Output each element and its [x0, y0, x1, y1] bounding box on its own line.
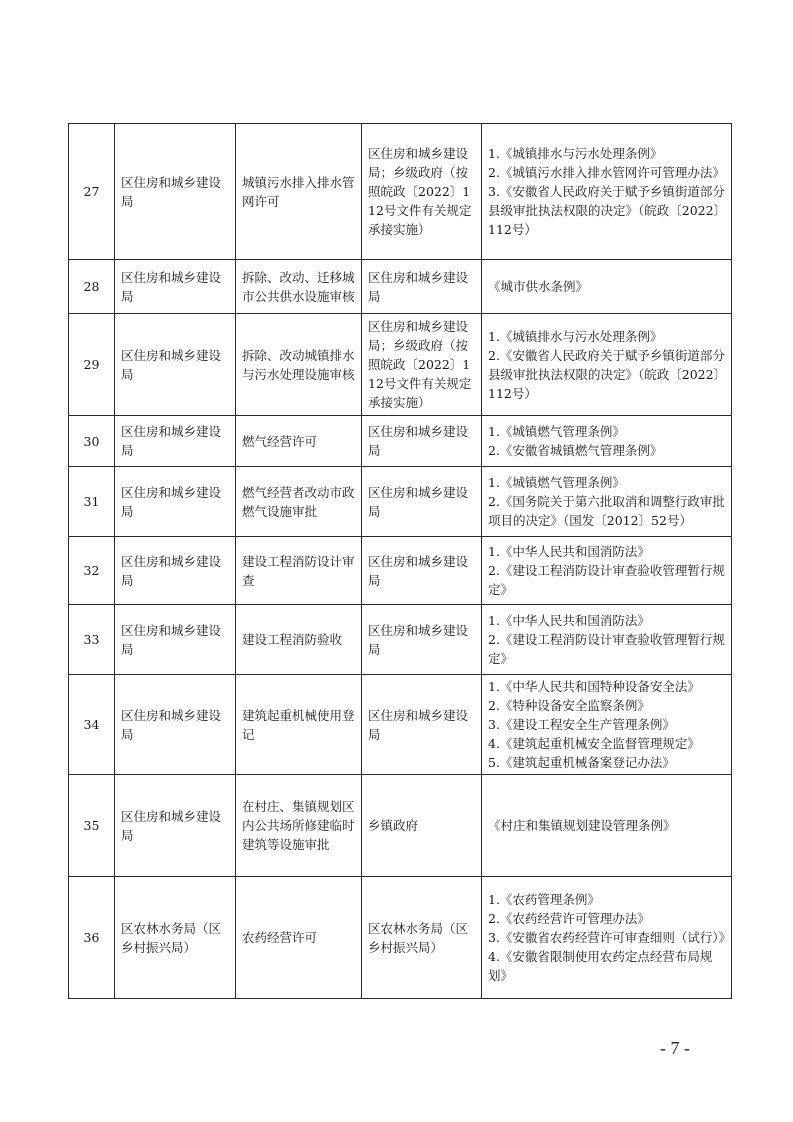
table-row — [69, 124, 732, 260]
row-implementing-body: 区农林水务局（区乡村振兴局） — [362, 877, 482, 999]
row-legal-basis — [482, 605, 732, 675]
legal-basis-item: 4.《建筑起重机械安全监督管理规定》 — [488, 736, 700, 751]
table-row — [69, 416, 732, 467]
row-department: 区住房和城乡建设局 — [115, 605, 236, 675]
row-implementing-body: 乡镇政府 — [362, 775, 482, 877]
row-number: 29 — [69, 314, 115, 416]
legal-basis-item: 3.《安徽省人民政府关于赋予乡镇街道部分县级审批执法权限的决定》（皖政〔2022〕112号） — [488, 184, 725, 237]
row-legal-basis — [482, 260, 732, 314]
row-implementing-body: 区住房和城乡建设局；乡级政府（按照皖政〔2022〕112号文件有关规定承接实施） — [362, 314, 482, 416]
legal-basis-item: 2.《建设工程消防设计审查验收管理暂行规定》 — [488, 563, 725, 597]
page-number: - 7 - — [660, 1038, 690, 1058]
row-number: 34 — [69, 675, 115, 775]
row-item-name: 农药经营许可 — [236, 877, 362, 999]
legal-basis-item: 1.《城镇排水与污水处理条例》 — [488, 146, 663, 161]
row-legal-basis — [482, 775, 732, 877]
legal-basis-item: 4.《安徽省限制使用农药定点经营布局规划》 — [488, 949, 713, 983]
row-legal-basis — [482, 537, 732, 605]
row-number: 36 — [69, 877, 115, 999]
legal-basis-item: 2.《国务院关于第六批取消和调整行政审批项目的决定》（国发〔2012〕52号） — [488, 494, 725, 528]
row-number: 27 — [69, 124, 115, 260]
table-row — [69, 775, 732, 877]
legal-basis-item: 《村庄和集镇规划建设管理条例》 — [488, 818, 676, 833]
legal-basis-item: 《城市供水条例》 — [488, 279, 589, 294]
row-number: 28 — [69, 260, 115, 314]
table-row — [69, 675, 732, 775]
row-legal-basis — [482, 877, 732, 999]
row-implementing-body: 区住房和城乡建设局；乡级政府（按照皖政〔2022〕112号文件有关规定承接实施） — [362, 124, 482, 260]
legal-basis-item: 2.《特种设备安全监察条例》 — [488, 698, 650, 713]
row-department: 区住房和城乡建设局 — [115, 416, 236, 467]
row-department: 区住房和城乡建设局 — [115, 467, 236, 537]
legal-basis-item: 5.《建筑起重机械备案登记办法》 — [488, 755, 675, 770]
row-number: 30 — [69, 416, 115, 467]
row-number: 33 — [69, 605, 115, 675]
row-department: 区住房和城乡建设局 — [115, 537, 236, 605]
row-item-name: 建设工程消防验收 — [236, 605, 362, 675]
row-number: 32 — [69, 537, 115, 605]
row-implementing-body: 区住房和城乡建设局 — [362, 467, 482, 537]
row-item-name: 燃气经营者改动市政燃气设施审批 — [236, 467, 362, 537]
row-item-name: 拆除、改动城镇排水与污水处理设施审核 — [236, 314, 362, 416]
legal-basis-item: 1.《城镇排水与污水处理条例》 — [488, 328, 663, 344]
table-row — [69, 877, 732, 999]
legal-basis-item: 1.《城镇燃气管理条例》 — [488, 475, 625, 490]
legal-basis-item: 2.《安徽省城镇燃气管理条例》 — [488, 443, 663, 458]
row-department: 区住房和城乡建设局 — [115, 124, 236, 260]
row-item-name: 燃气经营许可 — [236, 416, 362, 467]
legal-basis-item: 2.《建设工程消防设计审查验收管理暂行规定》 — [488, 632, 725, 666]
table-row — [69, 537, 732, 605]
row-implementing-body: 区住房和城乡建设局 — [362, 537, 482, 605]
row-department: 区住房和城乡建设局 — [115, 260, 236, 314]
table-row — [69, 467, 732, 537]
table-row — [69, 314, 732, 416]
legal-basis-item: 2.《安徽省人民政府关于赋予乡镇街道部分县级审批执法权限的决定》（皖政〔2022〕112号） — [488, 347, 725, 401]
row-item-name: 建筑起重机械使用登记 — [236, 675, 362, 775]
legal-basis-item: 3.《建设工程安全生产管理条例》 — [488, 717, 675, 732]
row-department: 区住房和城乡建设局 — [115, 314, 236, 416]
row-implementing-body: 区住房和城乡建设局 — [362, 675, 482, 775]
legal-basis-item: 1.《城镇燃气管理条例》 — [488, 424, 625, 439]
row-item-name: 建设工程消防设计审查 — [236, 537, 362, 605]
row-item-name: 在村庄、集镇规划区内公共场所修建临时建筑等设施审批 — [236, 775, 362, 877]
row-legal-basis — [482, 467, 732, 537]
legal-basis-item: 1.《中华人民共和国消防法》 — [488, 544, 650, 559]
row-implementing-body: 区住房和城乡建设局 — [362, 416, 482, 467]
row-legal-basis — [482, 416, 732, 467]
table-row — [69, 605, 732, 675]
row-item-name: 城镇污水排入排水管网许可 — [236, 124, 362, 260]
row-legal-basis — [482, 314, 732, 416]
legal-basis-item: 1.《农药管理条例》 — [488, 892, 600, 907]
row-department: 区住房和城乡建设局 — [115, 675, 236, 775]
row-legal-basis — [482, 124, 732, 260]
row-number: 31 — [69, 467, 115, 537]
legal-basis-item: 2.《城镇污水排入排水管网许可管理办法》 — [488, 165, 725, 180]
row-implementing-body: 区住房和城乡建设局 — [362, 605, 482, 675]
row-item-name: 拆除、改动、迁移城市公共供水设施审核 — [236, 260, 362, 314]
legal-basis-item: 1.《中华人民共和国消防法》 — [488, 613, 650, 628]
legal-basis-item: 2.《农药经营许可管理办法》 — [488, 911, 650, 926]
table-row — [69, 260, 732, 314]
row-department: 区住房和城乡建设局 — [115, 775, 236, 877]
approval-items-table — [68, 123, 732, 999]
row-number: 35 — [69, 775, 115, 877]
legal-basis-item: 3.《安徽省农药经营许可审查细则（试行）》 — [488, 930, 732, 945]
row-department: 区农林水务局（区乡村振兴局） — [115, 877, 236, 999]
row-legal-basis — [482, 675, 732, 775]
row-implementing-body: 区住房和城乡建设局 — [362, 260, 482, 314]
legal-basis-item: 1.《中华人民共和国特种设备安全法》 — [488, 679, 700, 694]
table-body — [69, 124, 732, 999]
